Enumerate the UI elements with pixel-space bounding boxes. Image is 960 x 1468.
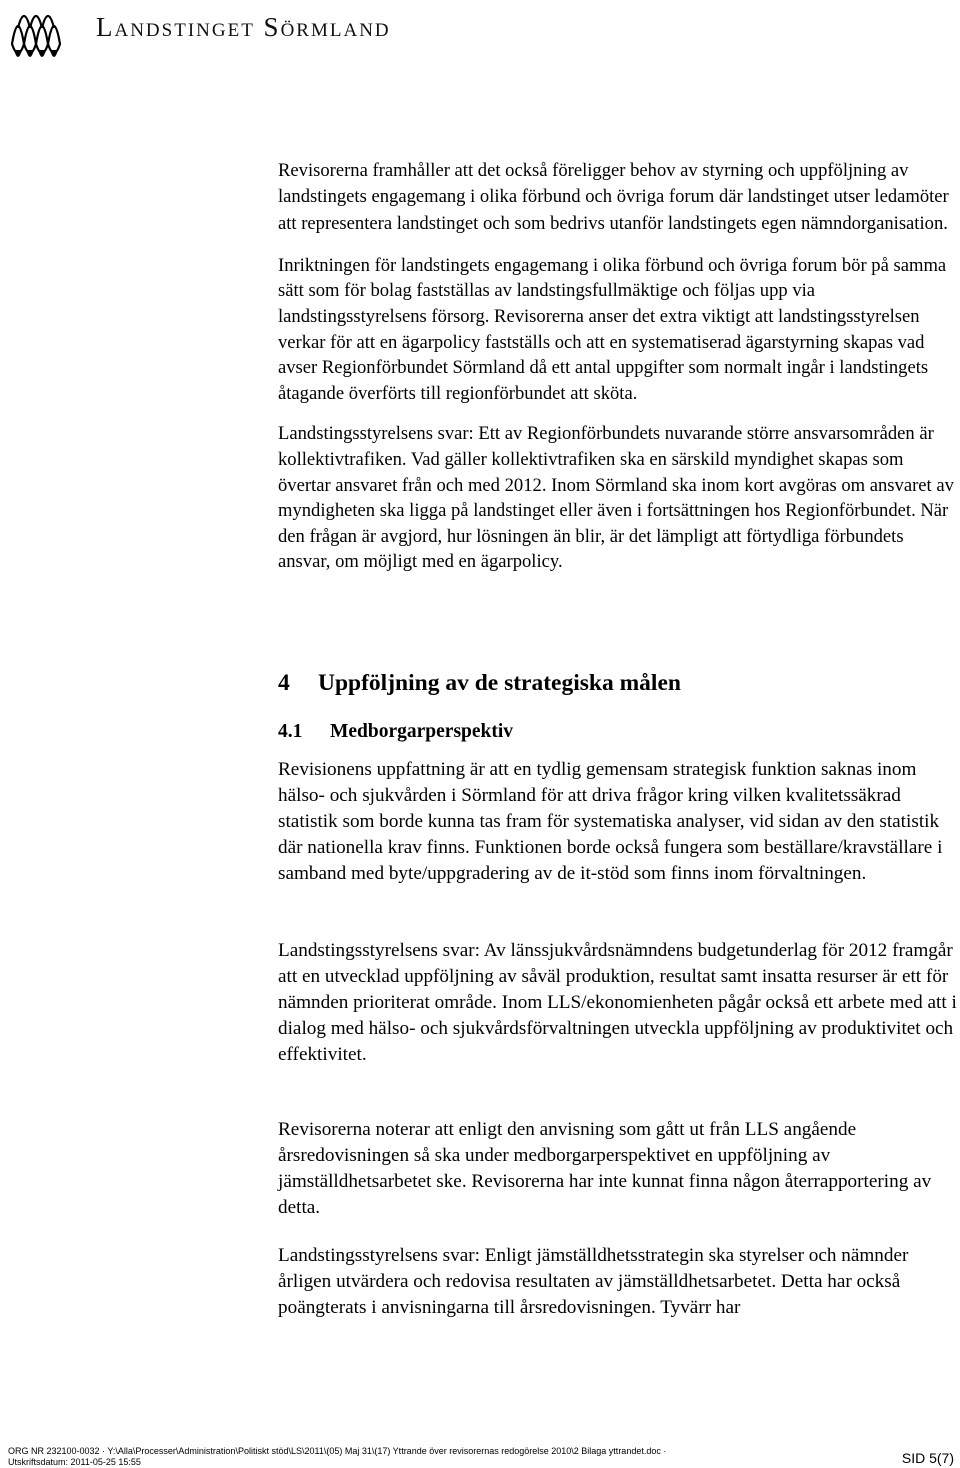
block-ls-svar-jamstalldhet (278, 1243, 960, 1321)
block-ls-svar-uppfoljning (278, 938, 960, 1068)
page-number: SID 5(7) (901, 1450, 954, 1466)
paragraph-styrning: Revisorerna framhåller att det också föreligger behov av styrning och uppföljning av landstingets engagemang i olika förbund och övriga forum där landstinget utser ledamöter att representera landstinget och som bedrivs utanför landstingets egen nämndorganisation. (278, 160, 949, 234)
block-jamstalldhet (278, 1117, 960, 1221)
subsection-number: 4.1 (278, 721, 303, 742)
paragraph-revisionens-uppfattning: Revisionens uppfattning är att en tydlig gemensam strategisk funktion saknas inom hälso- och sjukvården i Sörmland för att driva frågor kring vilken kvalitetssäkrad statistik som borde kunna tas fram för systematiska analyser, vid sidan av den statistik där nationella krav finns. Funktionen borde också fungera som beställare/kravställare i samband med byte/uppgradering av de it-stöd som finns inom förvaltningen. (278, 759, 943, 885)
footer-document-path: ORG NR 232100-0032 · Y:\Alla\Processer\Administration\Politiskt stöd\LS\2011\(05) Maj 31\(17) Yttrande över revisorernas redogörelse 2010\2 Bilaga yttrandet.doc · (8, 1446, 667, 1456)
paragraph-ls-svar-jamstalldhetsstrategi: Landstingsstyrelsens svar: Enligt jämställdhetsstrategin ska styrelser och nämnder årligen utvärdera och redovisa resultaten av jämställdhetsarbetet. Detta har också poängterats i anvisningarna till årsredovisningen. Tyvärr har (278, 1245, 909, 1319)
section-number: 4 (278, 670, 290, 696)
intro-section (278, 158, 958, 575)
page-footer (8, 1446, 952, 1468)
subsection-title: Medborgarperspektiv (330, 721, 514, 742)
section-title: Uppföljning av de strategiska målen (318, 670, 681, 696)
subsection-heading-4-1 (278, 721, 513, 743)
block-revision-uppfattning (278, 757, 960, 887)
section-heading-4 (278, 670, 681, 697)
footer-print-date: Utskriftsdatum: 2011-05-25 15:55 (8, 1457, 141, 1467)
paragraph-ls-svar-budgetunderlag: Landstingsstyrelsens svar: Av länssjukvårdsnämndens budgetunderlag för 2012 framgår att en utvecklad uppföljning av såväl produktion, resultat samt insatta resurser är ett för nämnden prioriterat område. Inom LLS/ekonomienheten pågår också ett arbete med att i dialog med hälso- och sjukvårdsförvaltningen utveckla uppföljning av produktivitet och effektivitet. (278, 940, 957, 1066)
paragraph-ls-svar-regionforbund: Landstingsstyrelsens svar: Ett av Regionförbundets nuvarande större ansvarsområden är kollektivtrafiken. Vad gäller kollektivtrafiken ska en särskild myndighet skapas som övertar ansvaret från och med 2012. Inom Sörmland ska inom kort avgöras om ansvaret av myndigheten ska ligga på landstinget eller även i fortsättningen hos Regionförbundet. När den frågan är avgjord, hur lösningen än blir, är det lämpligt att förtydliga förbundets ansvar, om möjligt med en ägarpolicy. (278, 423, 954, 573)
landstinget-sormland-logo-icon (8, 4, 68, 66)
paragraph-inriktning: Inriktningen för landstingets engagemang i olika förbund och övriga forum bör på samma sätt som för bolag fastställas av landstingsfullmäktige och följas upp via landstingsstyrelsens försorg. Revisorerna anser det extra viktigt att landstingsstyrelsen verkar för att en ägarpolicy fastställs och att en systematiserad ägarstyrning skapas vad avser Regionförbundet Sörmland då ett antal uppgifter som normalt ingår i landstingets åtagande överförts till regionförbundet att sköta. (278, 254, 947, 404)
organization-name: Landstinget Sörmland (96, 12, 391, 42)
paragraph-revisorerna-noterar: Revisorerna noterar att enligt den anvisning som gått ut från LLS angående årsredovisningen så ska under medborgarperspektivet en uppföljning av jämställdhetsarbetet ske. Revisorerna har inte kunnat finna någon återrapportering av detta. (278, 1119, 932, 1219)
